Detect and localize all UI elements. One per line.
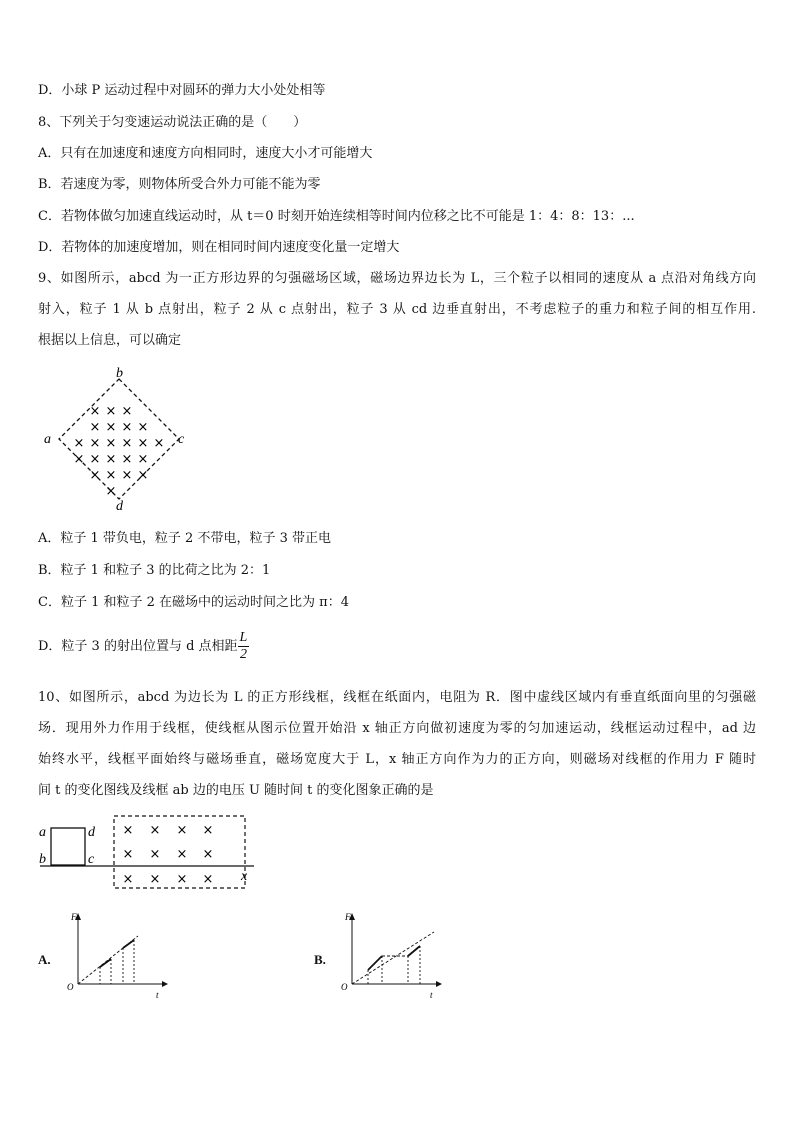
field-x-mark: ×	[89, 420, 101, 435]
q10-stem-line3: 始终水平，线框平面始终与磁场垂直，磁场宽度大于 L，x 轴正方向作为力的正方向，则磁场对线框的作用力 F 随时	[38, 752, 756, 767]
field-x-mark: ×	[149, 847, 161, 862]
field-x-mark: ×	[202, 823, 214, 838]
origin: O	[67, 982, 74, 992]
field-x-mark: ×	[137, 420, 149, 435]
label-d: d	[116, 499, 123, 514]
q8-stem: 8、下列关于匀变速运动说法正确的是（ ）	[38, 115, 307, 130]
field-x-mark: ×	[105, 468, 117, 483]
field-x-mark: ×	[121, 452, 133, 467]
axis-t: t	[430, 990, 433, 1000]
field-x-mark: ×	[137, 468, 149, 483]
label-a: a	[44, 432, 51, 447]
q10-stem-line4: 间 t 的变化图线及线框 ab 边的电压 U 随时间 t 的变化图象正确的是	[38, 783, 434, 798]
graph-a-label: A.	[38, 952, 51, 967]
field-x-mark: ×	[176, 872, 188, 887]
q9-stem-line1: 9、如图所示，abcd 为一正方形边界的匀强磁场区域，磁场边界边长为 L，三个粒子以相同的速度从 a 点沿对角线方向	[38, 271, 756, 286]
field-x-mark: ×	[89, 468, 101, 483]
field-x-mark: ×	[105, 484, 117, 499]
q9-magnetic-field-figure	[40, 364, 190, 514]
axis-f: F	[71, 912, 77, 922]
field-x-mark: ×	[105, 436, 117, 451]
label-b: b	[116, 366, 123, 381]
q8-option-c: C．若物体做匀加速直线运动时，从 t＝0 时刻开始连续相等时间内位移之比不可能是 1：4：8：13：...	[38, 209, 635, 224]
q9-option-b: B．粒子 1 和粒子 3 的比荷之比为 2：1	[38, 563, 271, 578]
fraction-denominator: 2	[239, 647, 247, 662]
field-x-mark: ×	[89, 404, 101, 419]
q10-stem-line1: 10、如图所示，abcd 为边长为 L 的正方形线框，线框在纸面内，电阻为 R．图中虚线区域内有垂直纸面向里的匀强磁	[38, 690, 756, 705]
field-x-mark: ×	[153, 436, 165, 451]
field-x-mark: ×	[122, 872, 134, 887]
t-arrow	[436, 981, 442, 987]
wire-frame	[51, 828, 85, 865]
field-marks	[123, 823, 214, 887]
field-x-mark: ×	[73, 436, 85, 451]
segment-1	[368, 956, 382, 970]
origin: O	[341, 982, 348, 992]
label-c: c	[88, 852, 95, 867]
field-x-mark: ×	[105, 452, 117, 467]
graph-b	[336, 910, 448, 1005]
field-x-mark: ×	[73, 452, 85, 467]
field-x-mark: ×	[89, 452, 101, 467]
segment-2	[408, 946, 420, 956]
field-x-mark: ×	[149, 823, 161, 838]
q8-option-b: B．若速度为零，则物体所受合外力可能不能为零	[38, 177, 321, 192]
q8-option-d: D．若物体的加速度增加，则在相同时间内速度变化量一定增大	[38, 240, 400, 255]
q9-option-d-text: D．粒子 3 的射出位置与 d 点相距	[38, 639, 238, 654]
label-x: x	[241, 869, 248, 884]
field-x-mark: ×	[137, 452, 149, 467]
graph-a	[62, 910, 174, 1005]
axis-t: t	[156, 990, 159, 1000]
label-c: c	[178, 432, 185, 447]
segment-2	[123, 940, 134, 948]
field-x-mark: ×	[105, 404, 117, 419]
field-x-mark: ×	[121, 420, 133, 435]
field-x-mark: ×	[137, 436, 149, 451]
q7-option-d: D．小球 P 运动过程中对圆环的弹力大小处处相等	[38, 83, 326, 98]
field-x-mark: ×	[202, 847, 214, 862]
q9-stem-line3: 根据以上信息，可以确定	[38, 333, 182, 348]
fraction-l-over-2	[238, 630, 250, 663]
field-x-mark: ×	[121, 468, 133, 483]
field-x-mark: ×	[121, 436, 133, 451]
field-x-mark: ×	[176, 847, 188, 862]
t-arrow	[162, 981, 168, 987]
label-d: d	[88, 825, 95, 840]
q8-option-a: A．只有在加速度和速度方向相同时，速度大小才可能增大	[38, 146, 373, 161]
field-x-mark: ×	[105, 420, 117, 435]
field-x-mark: ×	[122, 847, 134, 862]
field-marks	[74, 404, 165, 499]
dashed-trend	[352, 932, 434, 984]
fraction-numerator: L	[239, 630, 248, 645]
field-x-mark: ×	[121, 404, 133, 419]
q10-frame-field-figure	[36, 812, 262, 892]
q9-option-a: A．粒子 1 带负电，粒子 2 不带电，粒子 3 带正电	[38, 531, 331, 546]
q9-option-c: C．粒子 1 和粒子 2 在磁场中的运动时间之比为 π：4	[38, 595, 349, 610]
q10-stem-line2: 场．现用外力作用于线框，使线框从图示位置开始沿 x 轴正方向做初速度为零的匀加速运动，线框运动过程中，ad 边	[38, 721, 756, 736]
field-x-mark: ×	[149, 872, 161, 887]
field-x-mark: ×	[122, 823, 134, 838]
label-b: b	[39, 852, 46, 867]
graph-b-label: B.	[314, 952, 326, 967]
label-a: a	[39, 825, 46, 840]
segment-1	[100, 959, 111, 967]
axis-f: F	[345, 912, 351, 922]
field-x-mark: ×	[176, 823, 188, 838]
field-x-mark: ×	[202, 872, 214, 887]
q9-option-d	[38, 629, 249, 665]
q9-stem-line2: 射入，粒子 1 从 b 点射出，粒子 2 从 c 点射出，粒子 3 从 cd 边垂直射出，不考虑粒子的重力和粒子间的相互作用.	[38, 302, 756, 317]
field-x-mark: ×	[89, 436, 101, 451]
